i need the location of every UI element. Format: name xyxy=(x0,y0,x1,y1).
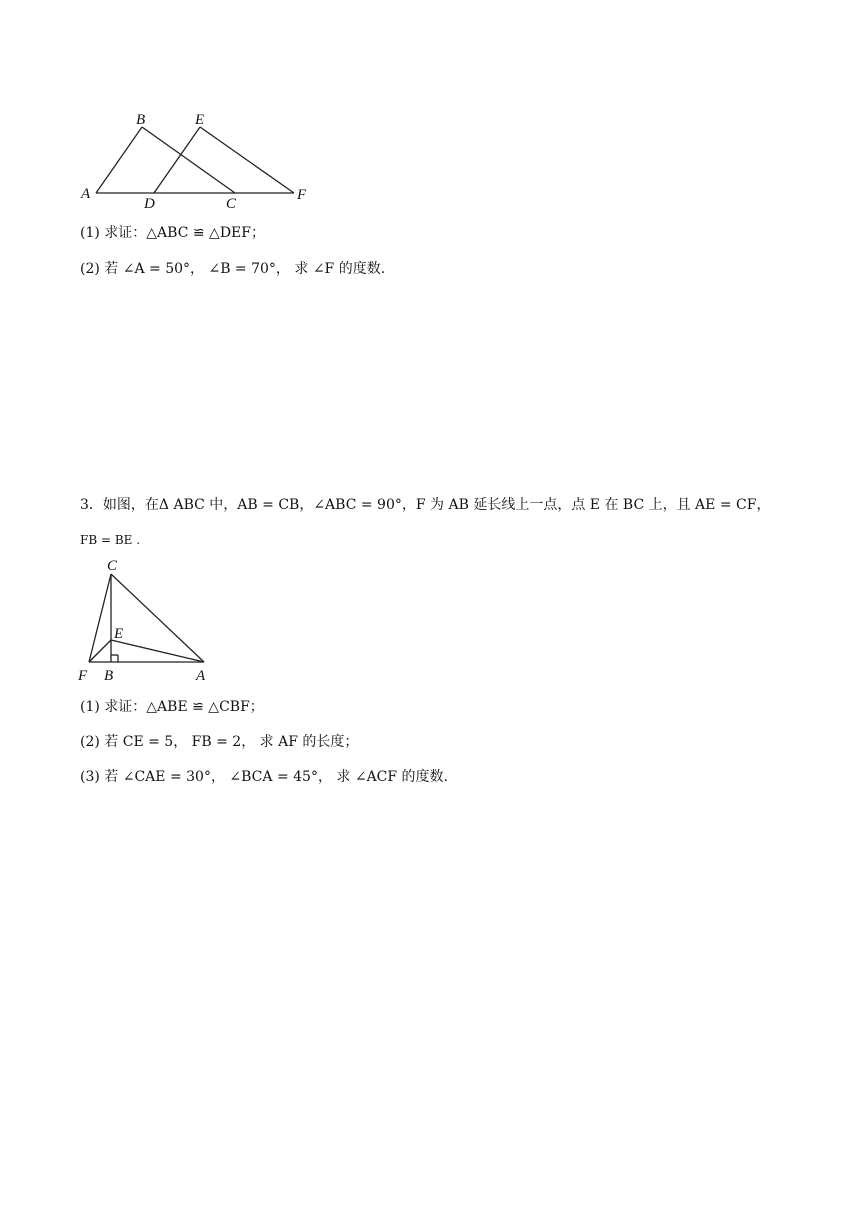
segment-ef xyxy=(200,127,294,193)
label-e: E xyxy=(114,626,124,642)
label-f: F xyxy=(78,668,88,684)
problem2-question1: (1) 求证：△ABC ≌ △DEF； xyxy=(80,225,265,241)
problem3-question1: (1) 求证：△ABE ≌ △CBF； xyxy=(80,699,264,715)
label-b: B xyxy=(136,112,146,128)
label-d: D xyxy=(144,196,155,212)
problem3-stem-continued: FB = BE . xyxy=(80,533,141,547)
label-c: C xyxy=(226,196,237,212)
label-a: A xyxy=(81,186,91,202)
label-e: E xyxy=(195,112,205,128)
segment-bc xyxy=(142,127,235,193)
label-c: C xyxy=(107,558,118,574)
problem2-question2: (2) 若 ∠A = 50°， ∠B = 70°， 求 ∠F 的度数. xyxy=(80,261,386,277)
segment-de xyxy=(154,127,200,193)
label-b: B xyxy=(104,668,114,684)
problem3-question2: (2) 若 CE = 5， FB = 2， 求 AF 的长度； xyxy=(80,734,359,750)
figure-triangle-abc-with-e-f xyxy=(74,556,214,684)
segment-ea xyxy=(111,640,204,662)
segment-cf xyxy=(89,574,111,662)
segment-ab xyxy=(96,127,142,193)
label-a: A xyxy=(196,668,206,684)
problem3-stem: 3．如图，在Δ ABC 中，AB = CB，∠ABC = 90°，F 为 AB 延长线上一点，点 E 在 BC 上，且 AE = CF， xyxy=(80,497,771,513)
label-f: F xyxy=(297,187,307,203)
problem3-question3: (3) 若 ∠CAE = 30°， ∠BCA = 45°， 求 ∠ACF 的度数. xyxy=(80,769,449,785)
segment-ca xyxy=(111,574,204,662)
figure-triangles-abc-def xyxy=(78,108,318,213)
